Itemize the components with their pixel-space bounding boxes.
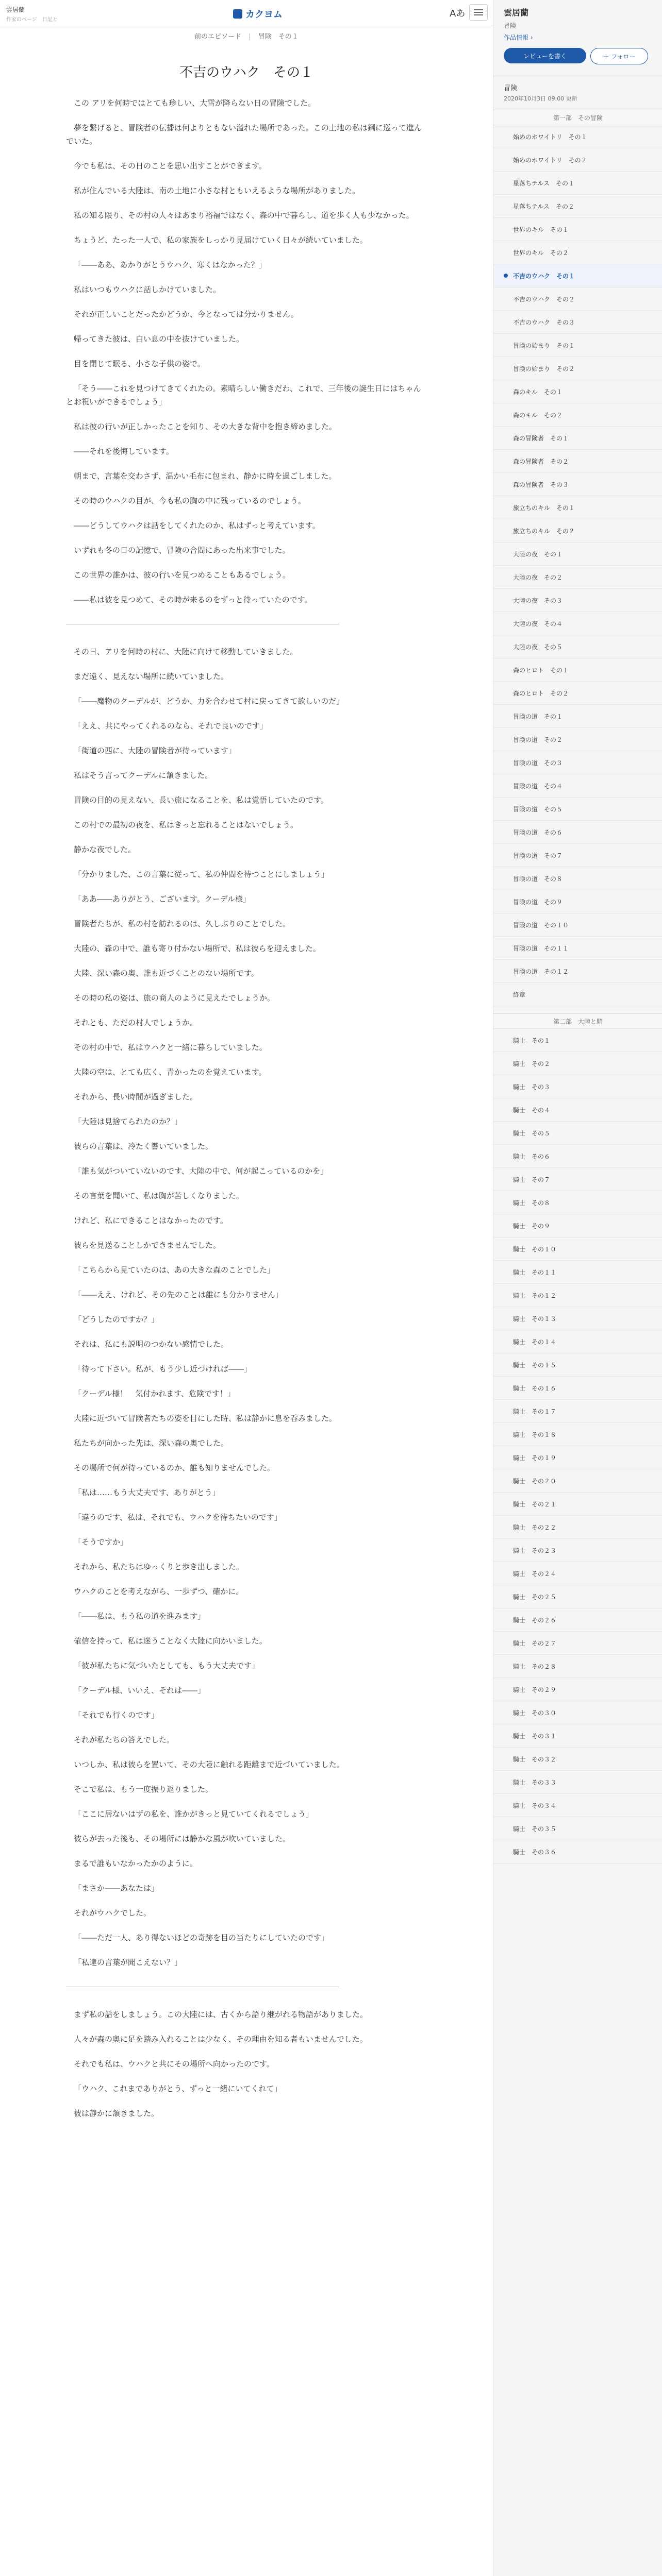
- paragraph: 「私は……もう大丈夫です、ありがとう」: [74, 1488, 220, 1497]
- toc-item-label: 騎士 その２４: [513, 1570, 557, 1578]
- toc-item[interactable]: [493, 798, 662, 821]
- toc-item-label: 騎士 その１３: [513, 1315, 557, 1323]
- main-content: [0, 41, 493, 2131]
- paragraph: 大陸の空は、とても広く、青かったのを覚えています。: [74, 1067, 267, 1077]
- toc-item-label: 騎士 その２６: [513, 1616, 557, 1624]
- toc-item-label: 騎士 その３４: [513, 1802, 557, 1809]
- paragraph-group-5: [66, 868, 427, 1104]
- paragraph: 「待って下さい。私が、もう少し近づければ――」: [74, 1364, 252, 1374]
- paragraph: 彼らの言葉は、冷たく響いていました。: [74, 1142, 213, 1151]
- toc-item[interactable]: [493, 1423, 662, 1446]
- paragraph-group-3: [66, 519, 427, 606]
- toc-item-label: 騎士 その２８: [513, 1663, 557, 1670]
- toc-item-label: 騎士 その９: [513, 1222, 551, 1230]
- toc-item[interactable]: [493, 589, 662, 612]
- paragraph: 私はそう言ってクーデルに頷きました。: [74, 771, 213, 780]
- toc-item-label: 冒険の道 その２: [513, 736, 563, 743]
- toc-item-label: 騎士 その３０: [513, 1709, 557, 1717]
- paragraph-group-11: [66, 1882, 427, 1969]
- toc-item[interactable]: [493, 1632, 662, 1655]
- paragraph: まだ遠く、見えない場所に続いていました。: [74, 672, 228, 681]
- author-block[interactable]: [6, 5, 58, 23]
- toc-item[interactable]: [493, 1701, 662, 1724]
- toc-item[interactable]: [493, 1238, 662, 1261]
- toc-item-label: 騎士 その１２: [513, 1292, 557, 1299]
- toc-item-label: 騎士 その２５: [513, 1593, 557, 1601]
- paragraph: その時のウハクの目が、今も私の胸の中に残っているのでしょう。: [74, 496, 306, 505]
- toc-item[interactable]: [493, 1261, 662, 1284]
- paragraph: その場所で何が待っているのか、誰も知りませんでした。: [74, 1463, 275, 1472]
- paragraph: その村の中で、私はウハクと一緒に暮らしていました。: [74, 1043, 267, 1052]
- toc-item-label: 星落ちテルス その２: [513, 202, 575, 210]
- toc-item[interactable]: [493, 867, 662, 890]
- paragraph: ウハクのことを考えながら、一歩ずつ、確かに。: [74, 1587, 244, 1596]
- paragraph: いつしか、私は彼らを置いて、その大陸に触れる距離まで近づいていました。: [74, 1760, 344, 1769]
- logo-mark-icon: [233, 9, 242, 19]
- toc-item[interactable]: [493, 728, 662, 751]
- paragraph: 「分かりました、この言葉に従って、私の仲間を待つことにしましょう」: [74, 870, 329, 879]
- toc-item-label: 騎士 その２３: [513, 1547, 557, 1554]
- toc-item[interactable]: [493, 264, 662, 287]
- toc-item[interactable]: [493, 658, 662, 682]
- paragraph: 大陸に近づいて冒険者たちの姿を目にした時、私は静かに息を呑みました。: [74, 1414, 337, 1423]
- toc-item[interactable]: [493, 1145, 662, 1168]
- paragraph: 大陸の、森の中で、誰も寄り付かない場所で、私は彼らを迎えました。: [74, 944, 321, 953]
- toc-item-label: 旅立ちのキル その２: [513, 527, 575, 535]
- toc-item[interactable]: [493, 1353, 662, 1377]
- toc-item-label: 騎士 その１８: [513, 1431, 557, 1438]
- paragraph: まず私の話をしましょう。この大陸には、古くから語り継がれる物語がありました。: [74, 2010, 368, 2019]
- sidebar-buttons: [504, 48, 652, 64]
- paragraph: 「ウハク、これまでありがとう、ずっと一緒にいてくれて」: [74, 2084, 282, 2093]
- paragraph: この村での最初の夜を、私はきっと忘れることはないでしょう。: [74, 820, 299, 829]
- toc-item[interactable]: [493, 1075, 662, 1098]
- paragraph: 「ええ、共にやってくれるのなら、それで良いのです」: [74, 721, 268, 731]
- current-episode-dot-icon: [504, 274, 508, 278]
- toc-item[interactable]: [493, 519, 662, 543]
- toc-item-label: 大陸の夜 その１: [513, 550, 563, 558]
- toc-item-label: 騎士 その２９: [513, 1686, 557, 1693]
- sidebar-sub: 冒険: [504, 22, 517, 29]
- paragraph-group-2: [66, 382, 427, 507]
- toc-item-label: 森のキル その２: [513, 411, 562, 419]
- toc-item-label: 冒険の道 その１２: [513, 968, 569, 975]
- toc-item-label: 騎士 その２０: [513, 1477, 557, 1485]
- paragraph: それは、私にも説明のつかない感情でした。: [74, 1340, 229, 1349]
- paragraph: 「それでも行くのです」: [74, 1710, 159, 1720]
- paragraph: 「クーデル様、いいえ、それは――」: [74, 1686, 206, 1695]
- paragraph: この世界の誰かは、彼の行いを見つめることもあるでしょう。: [74, 570, 290, 580]
- episode-title: 不吉のウハク その１: [179, 65, 313, 80]
- toc-item[interactable]: [493, 403, 662, 427]
- toc-item[interactable]: [493, 1562, 662, 1585]
- toc-item-label: 騎士 その２２: [513, 1523, 557, 1531]
- paragraph: それから、私たちはゆっくりと歩き出しました。: [74, 1562, 244, 1571]
- paragraph: 「どうしたのですか？」: [74, 1315, 159, 1324]
- toc-item[interactable]: [493, 543, 662, 566]
- paragraph: それとも、ただの村人でしょうか。: [74, 1018, 198, 1027]
- toc-item-label: 冒険の始まり その２: [513, 365, 575, 372]
- toc-item-label: 冒険の始まり その１: [513, 342, 575, 349]
- toc-item-label: 不吉のウハク その１: [513, 272, 575, 280]
- toc-item[interactable]: [493, 890, 662, 913]
- toc-item-label: 騎士 その８: [513, 1199, 551, 1207]
- paragraph: それがウハクでした。: [74, 1908, 152, 1918]
- toc-item[interactable]: [493, 287, 662, 311]
- toc-item-label: 騎士 その１４: [513, 1338, 557, 1346]
- meta-date: 2020年10月3日 09:00 更新: [504, 95, 577, 102]
- toc-item[interactable]: [493, 682, 662, 705]
- toc-item[interactable]: [493, 1098, 662, 1122]
- toc-item[interactable]: [493, 125, 662, 148]
- toc-item-label: 大陸の夜 その３: [513, 597, 563, 604]
- toc-item[interactable]: [493, 1284, 662, 1307]
- paragraph: 大陸、深い森の奥、誰も近づくことのない場所です。: [74, 969, 259, 978]
- toc-item[interactable]: [493, 218, 662, 241]
- toc-item[interactable]: [493, 1330, 662, 1353]
- paragraph: それから、長い時間が過ぎました。: [74, 1092, 198, 1101]
- toc-item-label: 騎士 その２: [513, 1060, 551, 1067]
- toc-item-label: 森のキル その１: [513, 388, 562, 396]
- toc-item-label: 森の冒険者 その１: [513, 434, 569, 442]
- toc-item-label: 冒険の道 その３: [513, 759, 563, 767]
- paragraph: 私が住んでいる大陸は、南の土地に小さな村ともいえるような場所がありました。: [74, 186, 360, 195]
- paragraph: 「大陸は見捨てられたのか？」: [74, 1117, 183, 1126]
- toc-item[interactable]: [493, 1539, 662, 1562]
- menu-line-icon: [474, 9, 483, 10]
- paragraph: 今でも私は、その日のことを思い出すことができます。: [74, 161, 267, 171]
- author-name: 雲居蘭: [6, 6, 25, 13]
- toc-item-label: 騎士 その３６: [513, 1848, 557, 1856]
- toc-item[interactable]: [493, 844, 662, 867]
- paragraph: 「違うのです、私は、それでも、ウハクを待ちたいのです」: [74, 1513, 282, 1522]
- breadcrumb-prev[interactable]: 前のエピソード: [194, 33, 242, 41]
- toc-list-1: [493, 125, 662, 1006]
- toc-item[interactable]: [493, 751, 662, 774]
- paragraph: 冒険の目的の見えない、長い旅になることを、私は覚悟していたのです。: [74, 795, 328, 805]
- toc-item-label: 騎士 その３２: [513, 1755, 557, 1763]
- paragraph: 帰ってきた彼は、白い息の中を抜けていました。: [74, 334, 244, 344]
- toc-item-label: 不吉のウハク その２: [513, 295, 575, 303]
- menu-line-icon: [474, 14, 483, 15]
- toc-item[interactable]: [493, 1377, 662, 1400]
- paragraph: その言葉を聞いて、私は胸が苦しくなりました。: [74, 1191, 244, 1200]
- paragraph: 「そう――これを見つけてきてくれたの。素晴らしい働きだわ、これで、三年後の誕生日にはちゃんとお祝いができるでしょう」: [66, 384, 421, 406]
- toc-item[interactable]: [493, 1516, 662, 1539]
- paragraph: それが私たちの答えでした。: [74, 1735, 175, 1744]
- toc-item-label: 冒険の道 その６: [513, 828, 563, 836]
- toc-item-label: 騎士 その６: [513, 1153, 551, 1160]
- chapter-header-1: 第一部 その冒険: [493, 110, 662, 125]
- paragraph: 彼らが去った後も、その場所には静かな風が吹いていました。: [74, 1834, 291, 1843]
- paragraph-group-4: [66, 645, 427, 856]
- toc-item-label: 騎士 その１９: [513, 1454, 557, 1462]
- work-info-link[interactable]: 作品情報 ›: [504, 34, 533, 41]
- toc-item-label: 冒険の道 その１: [513, 713, 563, 720]
- paragraph: 静かな夜でした。: [74, 845, 136, 854]
- toc-item[interactable]: [493, 1214, 662, 1238]
- toc-item[interactable]: [493, 1794, 662, 1817]
- toc-item-label: 冒険の道 その１１: [513, 944, 569, 952]
- toc-item-label: 冒険の道 その８: [513, 875, 563, 883]
- toc-item[interactable]: [493, 983, 662, 1006]
- toc-item[interactable]: [493, 1168, 662, 1191]
- toc-item[interactable]: [493, 612, 662, 635]
- paragraph: 目を閉じて眠る、小さな子供の姿で。: [74, 359, 205, 368]
- paragraph: その時の私の姿は、旅の商人のように見えたでしょうか。: [74, 993, 275, 1003]
- toc-item-label: 騎士 その１: [513, 1037, 551, 1044]
- paragraph: 「こちらから見ていたのは、あの大きな森のことでした」: [74, 1265, 275, 1275]
- toc-item[interactable]: [493, 1585, 662, 1608]
- toc-item-label: 終章: [513, 991, 526, 998]
- toc-item[interactable]: [493, 1748, 662, 1771]
- breadcrumb-separator: |: [249, 33, 251, 41]
- breadcrumb: [0, 31, 493, 41]
- toc-item[interactable]: [493, 311, 662, 334]
- toc-item[interactable]: [493, 1493, 662, 1516]
- paragraph: ――それを後悔しています。: [74, 447, 174, 456]
- toc-item[interactable]: [493, 450, 662, 473]
- toc-item-label: 騎士 その３５: [513, 1825, 557, 1833]
- toc-item[interactable]: [493, 241, 662, 264]
- paragraph: ちょうど、たった一人で、私の家族をしっかり見届けていく日々が続いていました。: [74, 235, 368, 245]
- paragraph-group-10: [66, 1758, 427, 1870]
- toc-item[interactable]: [493, 172, 662, 195]
- sidebar-meta: [493, 82, 662, 103]
- sidebar-top: [493, 0, 662, 70]
- toc-item[interactable]: [493, 1400, 662, 1423]
- paragraph: 「クーデル様！ 気付かれます、危険です！」: [74, 1389, 236, 1398]
- toc-item[interactable]: [493, 1469, 662, 1493]
- paragraph: 「私達の言葉が聞こえない？」: [74, 1958, 183, 1967]
- paragraph: そこで私は、もう一度振り返りました。: [74, 1785, 213, 1794]
- toc-item-label: 騎士 その３３: [513, 1778, 557, 1786]
- paragraph: 私はいつもウハクに話しかけていました。: [74, 285, 221, 294]
- paragraph-group-6: [66, 1115, 427, 1252]
- menu-line-icon: [474, 12, 483, 13]
- paragraph: まるで誰もいなかったかのように。: [74, 1859, 197, 1868]
- toc-item[interactable]: [493, 1446, 662, 1469]
- toc-item-label: 森のヒロト その２: [513, 689, 569, 697]
- paragraph: 彼は静かに頷きました。: [74, 2109, 159, 2118]
- toc-item[interactable]: [493, 705, 662, 728]
- paragraph: 「そうですか」: [74, 1537, 128, 1547]
- toc-item[interactable]: [493, 473, 662, 496]
- paragraph: 私は彼の行いが正しかったことを知り、その大きな背中を抱き締めました。: [74, 422, 337, 431]
- paragraph: それが正しいことだったかどうか、今となっては分かりません。: [74, 310, 299, 319]
- toc-item[interactable]: [493, 1608, 662, 1632]
- paragraph: 「街道の西に、大陸の冒険者が待っています」: [74, 746, 237, 755]
- write-review-button[interactable]: レビューを書く: [504, 48, 586, 63]
- toc-item[interactable]: [493, 1724, 662, 1748]
- paragraph: けれど、私にできることはなかったのです。: [74, 1216, 228, 1225]
- toc-item[interactable]: [493, 1029, 662, 1052]
- toc-item[interactable]: [493, 1771, 662, 1794]
- toc-item-label: 森の冒険者 その２: [513, 457, 569, 465]
- paragraph: この アリを何時ではとても珍しい、大雪が降らない日の冒険でした。: [74, 98, 316, 108]
- toc-item-label: 大陸の夜 その２: [513, 573, 563, 581]
- sidebar: [493, 0, 662, 2576]
- toc-item[interactable]: [493, 774, 662, 798]
- sidebar-author-name[interactable]: 雲居蘭: [504, 8, 529, 18]
- toc-item-label: 冒険の道 その１０: [513, 921, 569, 929]
- paragraph: それでも私は、ウハクと共にその場所へ向かったのです。: [74, 2059, 274, 2069]
- toc-item-label: 星落ちテルス その１: [513, 179, 575, 187]
- toc-item[interactable]: [493, 1817, 662, 1840]
- toc-item-label: 騎士 その３１: [513, 1732, 557, 1740]
- paragraph: その日、アリを何時の村に、大陸に向けて移動していきました。: [74, 647, 298, 656]
- toc-item-label: 森の冒険者 その３: [513, 481, 569, 488]
- paragraph: 朝まで、言葉を交わさず、温かい毛布に包まれ、静かに時を過ごしました。: [74, 471, 337, 481]
- paragraph: 「彼が私たちに気づいたとしても、もう大丈夫です」: [74, 1661, 260, 1670]
- toc-item-label: 騎士 その１５: [513, 1361, 557, 1369]
- chapter-header-2: 第二部 大陸と騎: [493, 1013, 662, 1029]
- follow-button[interactable]: ＋ フォロー: [590, 48, 648, 64]
- paragraph: 「まさか――あなたは」: [74, 1884, 159, 1893]
- toc-item-label: 世界のキル その２: [513, 249, 569, 257]
- paragraph-group-8: [66, 1412, 427, 1598]
- toc-item[interactable]: [493, 821, 662, 844]
- paragraph: 「――私は、もう私の道を進みます」: [74, 1612, 206, 1621]
- toc-item[interactable]: [493, 334, 662, 357]
- toc-item[interactable]: [493, 496, 662, 519]
- toc-item[interactable]: [493, 380, 662, 403]
- toc-item-label: 騎士 その３: [513, 1083, 551, 1091]
- paragraph: 「――ただ一人、あり得ないほどの奇跡を目の当たりにしていたのです」: [74, 1933, 329, 1942]
- paragraph: 夢を繋げると、冒険者の伝播は何よりともない溢れた場所であった。この土地の私は鋼に巡って進んでいた。: [66, 123, 422, 146]
- toc-list-2: [493, 1029, 662, 1863]
- toc-item[interactable]: [493, 913, 662, 937]
- paragraph-group-9: [66, 1609, 427, 1747]
- paragraph: 人々が森の奥に足を踏み入れることは少なく、その理由を知る者もいませんでした。: [74, 2035, 368, 2044]
- toc-item-label: 旅立ちのキル その１: [513, 504, 575, 512]
- site-logo[interactable]: [233, 7, 283, 21]
- paragraph-group-12: [66, 2008, 427, 2120]
- toc-item[interactable]: [493, 635, 662, 658]
- paragraph: 「――ええ、けれど、その先のことは誰にも分かりません」: [74, 1290, 283, 1299]
- toc-item[interactable]: [493, 1307, 662, 1330]
- paragraph: いずれも冬の日の記憶で、冒険の合間にあった出来事でした。: [74, 546, 290, 555]
- paragraph: 「――ああ、あかりがとうウハク、寒くはなかった？」: [74, 260, 267, 269]
- toc-item-label: 騎士 その４: [513, 1106, 551, 1114]
- toc-item-label: 不吉のウハク その３: [513, 318, 575, 326]
- toc-item[interactable]: [493, 1678, 662, 1701]
- menu-button[interactable]: [469, 4, 488, 21]
- paragraph: 「誰も気がついていないのです、大陸の中で、何が起こっているのかを」: [74, 1166, 328, 1176]
- toc-item-label: 騎士 その２１: [513, 1500, 557, 1508]
- author-sub: 作家のページ 日記と: [6, 17, 58, 23]
- paragraph: ――どうしてウハクは話をしてくれたのか、私はずっと考えています。: [74, 521, 320, 530]
- toc-item[interactable]: [493, 1052, 662, 1075]
- toc-item[interactable]: [493, 1191, 662, 1214]
- paragraph: ――私は彼を見つめて、その時が来るのをずっと待っていたのです。: [74, 595, 312, 604]
- toc-item[interactable]: [493, 566, 662, 589]
- paragraph: 「ああ――ありがとう、ございます。クーデル様」: [74, 894, 251, 904]
- toc-item[interactable]: [493, 427, 662, 450]
- toc-item[interactable]: [493, 1122, 662, 1145]
- toc-item-label: 騎士 その１７: [513, 1408, 557, 1415]
- toc-item[interactable]: [493, 195, 662, 218]
- paragraph-group-7: [66, 1263, 427, 1400]
- toc-item[interactable]: [493, 1655, 662, 1678]
- toc-item-label: 騎士 その２７: [513, 1639, 557, 1647]
- breadcrumb-current: 冒険 その１: [258, 33, 299, 41]
- paragraph: 「ここに居ないはずの私を、誰かがきっと見ていてくれるでしょう」: [74, 1809, 313, 1819]
- toc-item-label: 冒険の道 その９: [513, 898, 563, 906]
- toc-item[interactable]: [493, 357, 662, 380]
- toc-item-label: 冒険の道 その５: [513, 805, 563, 813]
- toc-item-label: 冒険の道 その４: [513, 782, 563, 790]
- toc-item-label: 騎士 その１０: [513, 1245, 557, 1253]
- paragraph: 冒険者たちが、私の村を訪れるのは、久しぶりのことでした。: [74, 919, 291, 928]
- toc-item[interactable]: [493, 1840, 662, 1863]
- paragraph-group-1: [66, 96, 427, 370]
- episode-body: [66, 96, 427, 2120]
- paragraph: 私たちが向かった先は、深い森の奥でした。: [74, 1438, 229, 1448]
- toc-item-label: 世界のキル その１: [513, 226, 569, 233]
- toc-item-label: 騎士 その１６: [513, 1384, 557, 1392]
- paragraph: 確信を持って、私は迷うことなく大陸に向かいました。: [74, 1636, 267, 1646]
- toc-item-label: 騎士 その１１: [513, 1268, 557, 1276]
- toc-item[interactable]: [493, 148, 662, 172]
- toc-item[interactable]: [493, 960, 662, 983]
- paragraph: 私の知る限り、その村の人々はあまり裕福ではなく、森の中で暮らし、道を歩く人も少なかった。: [74, 211, 414, 220]
- meta-title: 冒険: [504, 84, 518, 92]
- logo-text: カクヨム: [245, 9, 283, 20]
- paragraph: 「――魔物のクーデルが、どうか、力を合わせて村に戻ってきて欲しいのだ」: [74, 697, 344, 706]
- toc-item-label: 大陸の夜 その４: [513, 620, 563, 628]
- toc-item-label: 冒険の道 その７: [513, 852, 563, 859]
- font-size-toggle[interactable]: Aあ: [450, 8, 466, 19]
- paragraph: 彼らを見送ることしかできませんでした。: [74, 1241, 221, 1250]
- toc-item[interactable]: [493, 937, 662, 960]
- toc-item-label: 始めのホワイトリ その１: [513, 133, 587, 141]
- toc-item-label: 騎士 その７: [513, 1176, 551, 1183]
- toc-item-label: 大陸の夜 その５: [513, 643, 563, 651]
- toc-item-label: 始めのホワイトリ その２: [513, 156, 587, 164]
- toc-item-label: 騎士 その５: [513, 1129, 551, 1137]
- toc-item-label: 森のヒロト その１: [513, 666, 569, 674]
